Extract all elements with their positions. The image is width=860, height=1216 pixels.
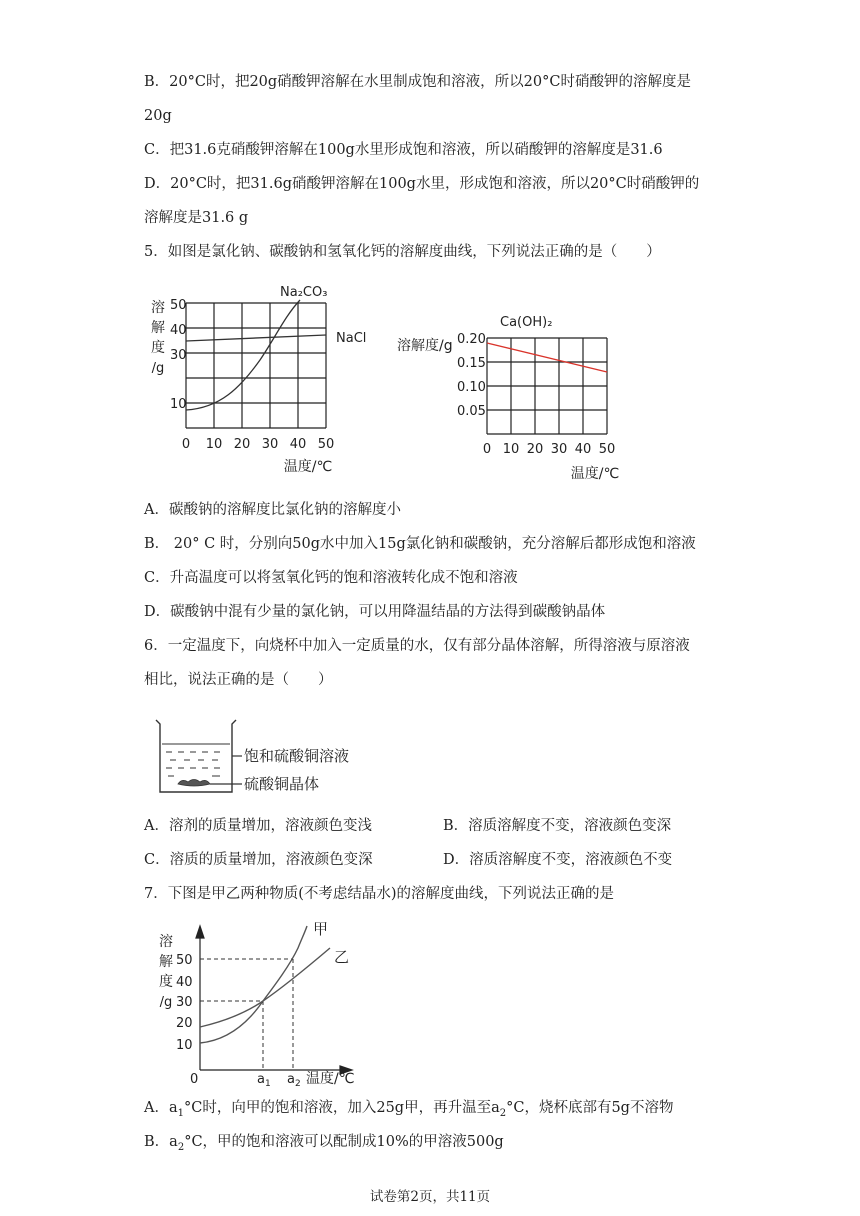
svg-text:40: 40 [176, 975, 193, 990]
fig4-guides [200, 959, 293, 1070]
q4-option-c: C．把31.6克硝酸钾溶解在100g水里形成饱和溶液，所以硝酸钾的溶解度是31.6 [144, 142, 663, 158]
svg-text:度: 度 [159, 974, 173, 990]
svg-text:解: 解 [159, 954, 173, 970]
svg-text:30: 30 [550, 442, 568, 457]
fig1-xlabel: 温度/℃ [283, 459, 333, 475]
svg-text:50: 50 [170, 298, 187, 313]
svg-text:40: 40 [170, 323, 187, 338]
q5-option-b: B． 20° C 时，分别向50g水中加入15g氯化钠和碳酸钠，充分溶解后都形成饱和溶液 [144, 536, 696, 552]
svg-text:10: 10 [205, 437, 223, 452]
curve-na2co3 [186, 300, 300, 410]
q6-option-b: B．溶质溶解度不变，溶液颜色变深 [443, 818, 672, 834]
q6-option-d: D．溶质溶解度不变，溶液颜色不变 [443, 852, 673, 868]
svg-text:30: 30 [176, 995, 193, 1010]
svg-text:溶: 溶 [151, 300, 165, 316]
svg-text:/g: /g [151, 361, 165, 376]
tick-a2: $a_2$ [287, 1072, 301, 1089]
fig2-xlabel: 温度/℃ [570, 466, 620, 482]
q4-option-b: B．20°C时，把20g硝酸钾溶解在水里制成饱和溶液，所以20°C时硝酸钾的溶解度是 [144, 74, 691, 90]
q5-option-a: A．碳酸钠的溶解度比氯化钠的溶解度小 [144, 502, 401, 518]
q7-stem: 7．下图是甲乙两种物质(不考虑结晶水)的溶解度曲线，下列说法正确的是 [144, 886, 615, 902]
fig2-xticks [483, 442, 615, 457]
svg-text:0.10: 0.10 [457, 380, 486, 395]
curve-caoh2 [487, 343, 607, 372]
curve-nacl [186, 335, 326, 341]
tick-a1: $a_1$ [257, 1072, 271, 1089]
svg-text:10: 10 [176, 1038, 193, 1053]
page-footer: 试卷第2页，共11页 [369, 1189, 491, 1205]
svg-text:0.05: 0.05 [457, 404, 486, 419]
svg-text:20: 20 [526, 442, 544, 457]
fig4-origin: 0 [190, 1072, 199, 1087]
fig1-xticks [182, 437, 334, 452]
label-nacl: NaCl [336, 331, 367, 346]
fig4-axes [196, 926, 352, 1074]
svg-text:30: 30 [170, 348, 187, 363]
svg-text:20: 20 [233, 437, 251, 452]
solution-dashes [162, 744, 230, 776]
q6-stem: 6．一定温度下，向烧杯中加入一定质量的水，仅有部分晶体溶解，所得溶液与原溶液 [144, 638, 690, 654]
svg-text:10: 10 [170, 397, 187, 412]
label-na2co3: Na₂CO₃ [280, 285, 328, 300]
fig2-grid [487, 338, 607, 434]
label-saturated-solution: 饱和硫酸铜溶液 [244, 747, 350, 765]
q6-option-c: C．溶质的质量增加，溶液颜色变深 [144, 852, 373, 868]
figure-jia-yi [150, 920, 370, 1090]
svg-text:溶: 溶 [159, 934, 173, 950]
curve-yi [200, 948, 330, 1027]
figure-nacl-na2co3 [140, 278, 380, 478]
q6-stem-cont: 相比，说法正确的是（ ） [144, 672, 333, 688]
svg-text:50: 50 [176, 953, 193, 968]
svg-text:0: 0 [181, 437, 191, 452]
svg-text:/g: /g [159, 995, 173, 1010]
q4-option-d-cont: 溶解度是31.6 g [144, 210, 249, 226]
q5-option-d: D．碳酸钠中混有少量的氯化钠，可以用降温结晶的方法得到碳酸钠晶体 [144, 604, 606, 620]
fig4-yticks [176, 953, 193, 1053]
figure-beaker [148, 714, 378, 804]
figure-caoh2 [395, 308, 635, 488]
crystal-deposit [178, 780, 210, 787]
q7-option-b: B．$a_2^\circ C$，甲的饱和溶液可以配制成10%的甲溶液500g [144, 1134, 504, 1153]
svg-text:0: 0 [482, 442, 492, 457]
fig2-yticks [457, 332, 486, 419]
svg-text:10: 10 [502, 442, 520, 457]
svg-text:20: 20 [176, 1016, 193, 1031]
fig1-ylabel [151, 299, 165, 376]
svg-text:50: 50 [317, 437, 335, 452]
svg-text:30: 30 [261, 437, 279, 452]
q4-option-d: D．20°C时，把31.6g硝酸钾溶解在100g水里，形成饱和溶液，所以20°C时硝酸钾的 [144, 176, 700, 192]
fig1-yticks [170, 298, 187, 412]
fig4-ylabel [159, 933, 173, 1010]
curve-jia [200, 926, 307, 1043]
fig4-xlabel: 温度/℃ [306, 1071, 355, 1087]
fig2-title: Ca(OH)₂ [500, 315, 553, 330]
svg-text:0.15: 0.15 [457, 356, 486, 371]
label-crystal: 硫酸铜晶体 [244, 775, 320, 793]
svg-text:度: 度 [151, 340, 165, 356]
q7-option-a: A．$a_1^\circ C$时，向甲的饱和溶液，加入25g甲，再升温至$a_2^\circ C$，烧杯底部有5g不溶物 [144, 1100, 674, 1119]
svg-text:40: 40 [289, 437, 307, 452]
fig2-ylabel: 溶解度/g [397, 338, 453, 354]
svg-text:0.20: 0.20 [457, 332, 486, 347]
q6-option-a: A．溶剂的质量增加，溶液颜色变浅 [144, 818, 372, 834]
q5-stem: 5．如图是氯化钠、碳酸钠和氢氧化钙的溶解度曲线，下列说法正确的是（ ） [144, 244, 661, 260]
label-yi: 乙 [334, 948, 350, 966]
svg-text:解: 解 [151, 320, 165, 336]
svg-text:50: 50 [598, 442, 616, 457]
q5-option-c: C．升高温度可以将氢氧化钙的饱和溶液转化成不饱和溶液 [144, 570, 518, 586]
label-jia: 甲 [313, 920, 329, 938]
q4-option-b-cont: 20g [144, 108, 172, 124]
svg-text:40: 40 [574, 442, 592, 457]
